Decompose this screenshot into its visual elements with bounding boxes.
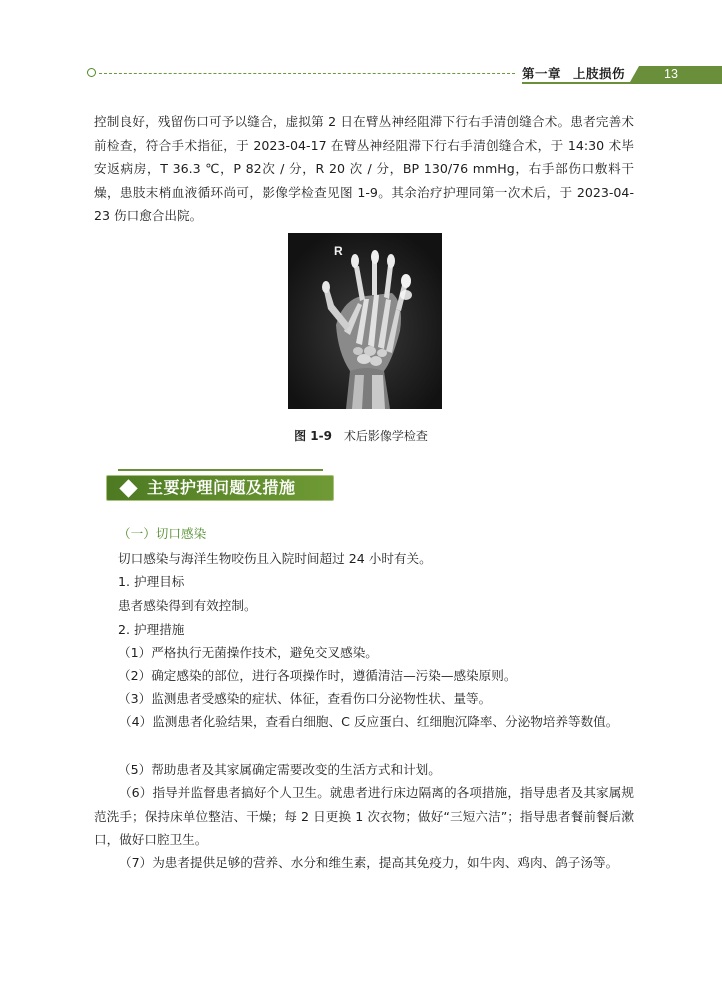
page-number: 13 (664, 67, 678, 81)
measures-heading: 2. 护理措施 (118, 622, 185, 637)
header-dashed-rule (99, 73, 515, 74)
header-underline (522, 82, 722, 84)
measure-item: （4）监测患者化验结果，查看白细胞、C 反应蛋白、红细胞沉降率、分泌物培养等数值。 (119, 714, 619, 729)
goal-heading: 1. 护理目标 (118, 574, 185, 589)
figure-number: 图 1-9 (294, 429, 332, 443)
figure-caption-text: 术后影像学检查 (343, 429, 428, 443)
figure-caption (0, 427, 722, 444)
chapter-label: 第一章 (522, 66, 562, 81)
measure-item: （5）帮助患者及其家属确定需要改变的生活方式和计划。 (118, 762, 441, 777)
measure-item: （3）监测患者受感染的症状、体征，查看伤口分泌物性状、量等。 (118, 691, 492, 706)
cause-statement: 切口感染与海洋生物咬伤且入院时间超过 24 小时有关。 (118, 551, 432, 566)
intro-paragraph: 控制良好，残留伤口可予以缝合，虚拟第 2 日在臂丛神经阻滞下行右手清创缝合术。患者完善术前检查，符合手术指征，于 2023-04-17 在臂丛神经阻滞下行右手清创缝合术，于 14:30 术毕安返病房，T 36.3 ℃，P 82次 / 分，R 20 次 / 分，BP 130/76 mmHg，右手部伤口敷料干燥，患肢末梢血液循环尚可，影像学检查见图 1-9。其余治疗护理同第一次术后，于 2023-04-23 伤口愈合出院。 (94, 114, 634, 223)
xray-image (288, 233, 442, 409)
hand-xray-illustration (288, 233, 442, 409)
running-header (522, 64, 625, 82)
measure-item: （6）指导并监督患者搞好个人卫生。就患者进行床边隔离的各项措施，指导患者及其家属规范洗手；保持床单位整洁、干燥；每 2 日更换 1 次衣物；做好“三短六洁”；指导患者餐前餐后漱口，做好口腔卫生。 (94, 785, 634, 847)
subsection-heading: （一）切口感染 (118, 526, 207, 541)
measure-item: （7）为患者提供足够的营养、水分和维生素，提高其免疫力，如牛肉、鸡肉、鸽子汤等。 (119, 855, 619, 870)
section-title: 主要护理问题及措施 (147, 478, 296, 497)
header-circle-ornament (87, 68, 96, 77)
section-top-rule (118, 469, 323, 471)
goal-text: 患者感染得到有效控制。 (118, 598, 257, 613)
xray-side-label: R (334, 244, 343, 258)
section-label: 上肢损伤 (573, 66, 626, 81)
measure-item: （1）严格执行无菌操作技术，避免交叉感染。 (118, 645, 378, 660)
measure-item: （2）确定感染的部位，进行各项操作时，遵循清洁—污染—感染原则。 (118, 668, 517, 683)
